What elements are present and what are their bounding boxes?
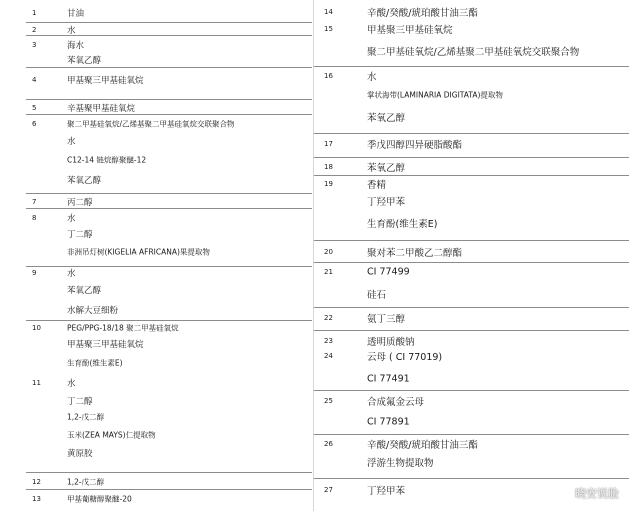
ingredient-name: 生育酚(维生素E) bbox=[367, 219, 438, 230]
ingredient-number: 14 bbox=[324, 7, 333, 16]
ingredient-name: 海水 bbox=[67, 41, 85, 51]
ingredient-name: 香精 bbox=[367, 180, 387, 191]
ingredient-name: 丁二醇 bbox=[67, 396, 93, 407]
ingredient-row bbox=[26, 243, 312, 261]
ingredient-name: 苯氧乙醇 bbox=[67, 56, 102, 66]
ingredient-number: 3 bbox=[32, 41, 37, 49]
ingredient-row bbox=[26, 334, 312, 354]
ingredient-number: 9 bbox=[32, 269, 37, 277]
ingredient-row bbox=[26, 354, 312, 372]
ingredient-row bbox=[26, 320, 312, 335]
ingredient-name: 辛酸/癸酸/琥珀酸甘油三酯 bbox=[367, 7, 478, 19]
ingredient-row bbox=[314, 83, 629, 107]
ingredient-name: 生育酚(维生素E) bbox=[67, 358, 123, 368]
ingredient-row bbox=[314, 66, 629, 84]
ingredient-number: 17 bbox=[324, 140, 333, 148]
ingredient-name: 甲基聚三甲基硅氧烷 bbox=[67, 340, 144, 350]
ingredient-name: 水 bbox=[367, 71, 377, 83]
ingredient-number: 5 bbox=[32, 103, 37, 112]
ingredient-row bbox=[26, 208, 312, 226]
ingredient-number: 23 bbox=[324, 337, 333, 345]
ingredient-name: 水 bbox=[67, 269, 76, 279]
ingredient-row bbox=[26, 150, 312, 169]
ingredient-name: CI 77499 bbox=[367, 266, 410, 278]
ingredient-name: 掌状海带(LAMINARIA DIGITATA)提取物 bbox=[367, 90, 503, 100]
ingredient-row bbox=[26, 472, 312, 490]
ingredient-name: 水 bbox=[67, 25, 76, 36]
ingredient-name: 苯氧乙醇 bbox=[367, 163, 406, 174]
ingredient-row bbox=[314, 19, 629, 39]
watermark-text: 晓安说脸 bbox=[575, 487, 619, 500]
ingredient-name: 甲基聚三甲基硅氧烷 bbox=[67, 75, 144, 86]
ingredient-name: 丁羟甲苯 bbox=[367, 486, 406, 497]
ingredient-name: CI 77891 bbox=[367, 416, 410, 428]
ingredient-name: 苯氧乙醇 bbox=[67, 285, 102, 296]
ingredient-name: 氨丁三醇 bbox=[367, 314, 406, 325]
ingredient-row bbox=[314, 107, 629, 127]
ingredient-name: 苯氧乙醇 bbox=[67, 176, 102, 186]
ingredient-number: 26 bbox=[324, 439, 333, 448]
ingredient-row bbox=[26, 301, 312, 318]
ingredient-name: 季戊四醇四异硬脂酸酯 bbox=[367, 140, 463, 151]
ingredient-row bbox=[314, 191, 629, 210]
ingredient-row bbox=[26, 169, 312, 191]
ingredient-name: 1,2-戊二醇 bbox=[67, 412, 105, 422]
ingredient-name: 丙二醇 bbox=[67, 197, 93, 208]
ingredient-name: 辛酸/癸酸/琥珀酸甘油三酯 bbox=[367, 439, 478, 451]
ingredient-name: 聚二甲基硅氧烷/乙烯基聚二甲基硅氧烷交联聚合物 bbox=[367, 47, 580, 58]
ingredient-number: 6 bbox=[32, 120, 37, 128]
ingredient-number: 20 bbox=[324, 247, 333, 256]
ingredient-name: 水 bbox=[67, 137, 76, 147]
ingredient-row bbox=[314, 157, 629, 176]
ingredient-row bbox=[26, 132, 312, 150]
ingredient-number: 7 bbox=[32, 197, 37, 206]
ingredient-row bbox=[314, 390, 629, 410]
ingredient-name: 硅石 bbox=[367, 290, 387, 301]
ingredient-row bbox=[26, 489, 312, 508]
ingredient-name: PEG/PPG-18/18 聚二甲基硅氧烷 bbox=[67, 323, 179, 333]
ingredient-name: 水 bbox=[67, 378, 76, 389]
ingredient-number: 11 bbox=[32, 378, 41, 387]
ingredient-name: 甲基聚三甲基硅氧烷 bbox=[367, 25, 453, 36]
ingredient-name: 甘油 bbox=[67, 9, 85, 19]
ingredient-name: 聚对苯二甲酸乙二醇酯 bbox=[367, 247, 463, 259]
ingredient-name: 甲基葡糖醇聚醚-20 bbox=[67, 494, 132, 504]
ingredient-number: 22 bbox=[324, 314, 333, 322]
ingredient-row bbox=[314, 262, 629, 281]
ingredient-number: 10 bbox=[32, 324, 41, 332]
ingredient-row bbox=[26, 225, 312, 243]
ingredient-number: 1 bbox=[32, 9, 37, 17]
ingredient-row bbox=[26, 372, 312, 393]
ingredient-row bbox=[314, 307, 629, 328]
ingredient-row bbox=[314, 434, 629, 452]
wechat-icon bbox=[553, 486, 571, 500]
ingredient-name: 黄原胶 bbox=[67, 448, 93, 459]
ingredient-row bbox=[314, 409, 629, 435]
ingredient-row bbox=[26, 35, 312, 54]
ingredient-number: 24 bbox=[324, 351, 333, 360]
ingredient-number: 2 bbox=[32, 25, 37, 34]
ingredient-row bbox=[26, 99, 312, 115]
ingredient-row bbox=[26, 67, 312, 91]
ingredient-number: 25 bbox=[324, 396, 333, 405]
ingredient-row bbox=[314, 451, 629, 473]
ingredient-row bbox=[26, 193, 312, 209]
ingredient-number: 21 bbox=[324, 268, 333, 276]
ingredient-name: 玉米(ZEA MAYS)仁提取物 bbox=[67, 430, 156, 440]
ingredient-row bbox=[314, 133, 629, 154]
ingredient-row bbox=[26, 426, 312, 444]
ingredient-number: 19 bbox=[324, 180, 333, 188]
ingredient-row bbox=[314, 175, 629, 192]
ingredient-name: 丁二醇 bbox=[67, 230, 93, 240]
ingredient-row bbox=[26, 53, 312, 67]
ingredient-number: 8 bbox=[32, 213, 37, 222]
ingredient-row bbox=[314, 4, 629, 19]
ingredient-number: 12 bbox=[32, 477, 41, 486]
ingredient-row bbox=[314, 39, 629, 63]
ingredient-number: 4 bbox=[32, 75, 37, 84]
ingredient-name: 1,2-戊二醇 bbox=[67, 477, 105, 486]
ingredient-row bbox=[314, 365, 629, 392]
ingredient-name: 水 bbox=[67, 213, 76, 224]
ingredient-row bbox=[314, 346, 629, 365]
ingredient-row bbox=[26, 4, 312, 22]
ingredient-name: 云母 ( CI 77019) bbox=[367, 351, 443, 363]
ingredient-number: 27 bbox=[324, 486, 333, 494]
ingredient-row bbox=[26, 393, 312, 408]
ingredient-name: C12-14 链烷醇聚醚-12 bbox=[67, 155, 147, 164]
ingredient-name: 浮游生物提取物 bbox=[367, 458, 434, 469]
ingredient-name: CI 77491 bbox=[367, 373, 410, 384]
ingredient-row bbox=[314, 210, 629, 236]
ingredient-number: 18 bbox=[324, 163, 333, 171]
ingredient-number: 15 bbox=[324, 25, 333, 33]
ingredient-row bbox=[26, 408, 312, 426]
ingredient-number: 13 bbox=[32, 495, 41, 503]
ingredient-name: 合成氟金云母 bbox=[367, 396, 425, 408]
ingredient-name: 丁羟甲苯 bbox=[367, 196, 406, 208]
watermark bbox=[553, 485, 619, 501]
ingredient-row bbox=[314, 280, 629, 308]
ingredient-name: 辛基聚甲基硅氧烷 bbox=[67, 103, 136, 114]
ingredient-name: 聚二甲基硅氧烷/乙烯基聚二甲基硅氧烷交联聚合物 bbox=[67, 119, 235, 129]
ingredient-row bbox=[26, 278, 312, 301]
ingredient-name: 苯氧乙醇 bbox=[367, 113, 406, 124]
ingredient-name: 水解大豆细粉 bbox=[67, 305, 119, 316]
ingredient-name: 非洲吊灯树(KIGELIA AFRICANA)果提取物 bbox=[67, 247, 210, 257]
ingredient-number: 16 bbox=[324, 71, 333, 80]
ingredient-row bbox=[314, 240, 629, 262]
ingredient-row bbox=[26, 114, 312, 133]
ingredient-name: 透明质酸钠 bbox=[367, 337, 415, 348]
ingredient-row bbox=[26, 444, 312, 461]
ingredient-row bbox=[26, 22, 312, 36]
